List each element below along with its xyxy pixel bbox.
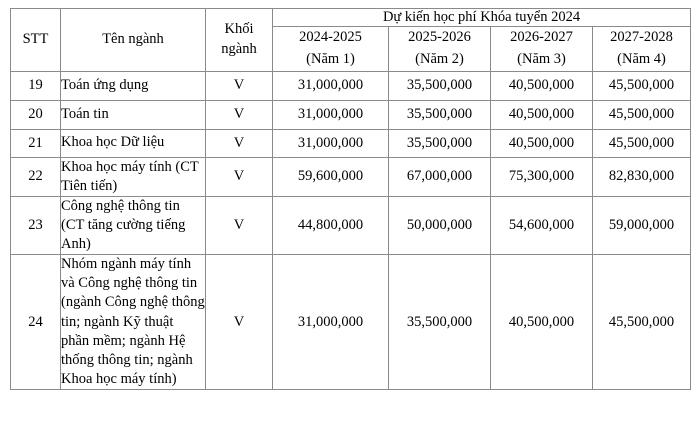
cell-block: V	[206, 157, 273, 196]
cell-fee-year-3: 40,500,000	[491, 255, 593, 390]
cell-stt: 20	[11, 100, 61, 129]
cell-fee-year-4: 45,500,000	[593, 129, 691, 157]
table-body	[11, 71, 691, 390]
cell-block: V	[206, 196, 273, 254]
column-header-year-3	[491, 27, 593, 72]
cell-fee-year-3: 54,600,000	[491, 196, 593, 254]
cell-name: Nhóm ngành máy tính và Công nghệ thông tin (ngành Công nghệ thông tin; ngành Kỹ thuật phần mềm; ngành Hệ thống thông tin; ngành Khoa học máy tính)	[61, 255, 206, 390]
cell-fee-year-1: 31,000,000	[273, 100, 389, 129]
header-row-top	[11, 9, 691, 27]
tuition-fee-table	[10, 8, 691, 390]
cell-name: Toán ứng dụng	[61, 71, 206, 100]
column-header-year-4	[593, 27, 691, 72]
table-row	[11, 100, 691, 129]
cell-fee-year-4: 82,830,000	[593, 157, 691, 196]
cell-block: V	[206, 129, 273, 157]
cell-stt: 22	[11, 157, 61, 196]
table-header	[11, 9, 691, 72]
cell-name: Công nghệ thông tin (CT tăng cường tiếng Anh)	[61, 196, 206, 254]
column-header-fee-group: Dự kiến học phí Khóa tuyển 2024	[273, 9, 691, 27]
year-2-index: (Năm 2)	[415, 50, 464, 67]
table-row	[11, 129, 691, 157]
year-2-range: 2025-2026	[408, 29, 471, 45]
year-1-index: (Năm 1)	[306, 50, 355, 67]
year-1-range: 2024-2025	[299, 29, 362, 45]
cell-block: V	[206, 100, 273, 129]
cell-fee-year-3: 40,500,000	[491, 129, 593, 157]
column-header-stt: STT	[11, 9, 61, 72]
column-header-year-2	[389, 27, 491, 72]
cell-fee-year-4: 45,500,000	[593, 71, 691, 100]
cell-fee-year-1: 31,000,000	[273, 129, 389, 157]
year-3-range: 2026-2027	[510, 29, 573, 45]
cell-fee-year-1: 31,000,000	[273, 255, 389, 390]
cell-fee-year-4: 45,500,000	[593, 255, 691, 390]
cell-block: V	[206, 71, 273, 100]
table-row	[11, 157, 691, 196]
cell-fee-year-1: 59,600,000	[273, 157, 389, 196]
column-header-block	[206, 9, 273, 72]
cell-fee-year-4: 59,000,000	[593, 196, 691, 254]
table-row	[11, 71, 691, 100]
cell-name: Khoa học máy tính (CT Tiên tiến)	[61, 157, 206, 196]
year-3-index: (Năm 3)	[517, 50, 566, 67]
cell-fee-year-2: 50,000,000	[389, 196, 491, 254]
year-4-range: 2027-2028	[610, 29, 673, 45]
year-4-index: (Năm 4)	[617, 50, 666, 67]
cell-name: Toán tin	[61, 100, 206, 129]
cell-stt: 21	[11, 129, 61, 157]
column-header-year-1	[273, 27, 389, 72]
cell-fee-year-2: 67,000,000	[389, 157, 491, 196]
table-row	[11, 255, 691, 390]
column-header-program-name: Tên ngành	[61, 9, 206, 72]
cell-stt: 23	[11, 196, 61, 254]
cell-stt: 24	[11, 255, 61, 390]
cell-fee-year-2: 35,500,000	[389, 71, 491, 100]
cell-fee-year-2: 35,500,000	[389, 100, 491, 129]
cell-fee-year-2: 35,500,000	[389, 255, 491, 390]
cell-fee-year-1: 31,000,000	[273, 71, 389, 100]
column-header-block-line1: Khối	[224, 21, 254, 38]
cell-block: V	[206, 255, 273, 390]
table-row	[11, 196, 691, 254]
cell-fee-year-1: 44,800,000	[273, 196, 389, 254]
cell-fee-year-4: 45,500,000	[593, 100, 691, 129]
cell-fee-year-2: 35,500,000	[389, 129, 491, 157]
cell-stt: 19	[11, 71, 61, 100]
column-header-block-line2: ngành	[221, 40, 257, 57]
cell-fee-year-3: 75,300,000	[491, 157, 593, 196]
cell-fee-year-3: 40,500,000	[491, 71, 593, 100]
cell-name: Khoa học Dữ liệu	[61, 129, 206, 157]
cell-fee-year-3: 40,500,000	[491, 100, 593, 129]
